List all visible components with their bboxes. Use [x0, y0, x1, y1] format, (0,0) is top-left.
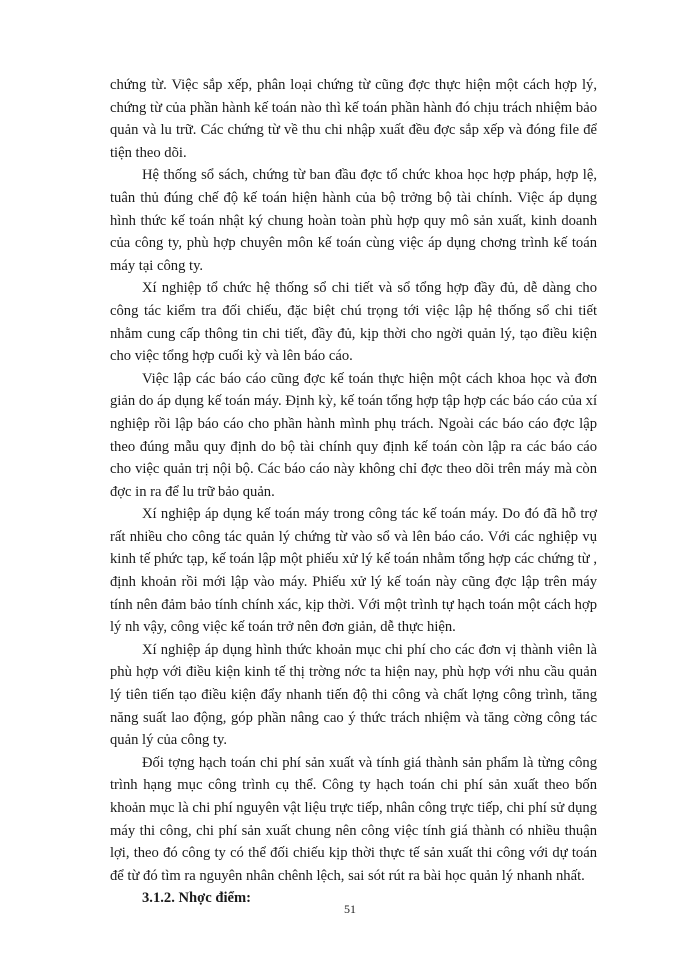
paragraph-3: Xí nghiệp tổ chức hệ thống sổ chi tiết và sổ tổng hợp đầy đủ, dễ dàng cho công tác kiểm tra đối chiếu, đặc biệt chú trọng tới việc lập hệ thống sổ chi tiết nhằm cung cấp thông tin chi tiết, đầy đủ, kịp thời cho ngời quản lý, tạo điều kiện cho việc tổng hợp cuối kỳ và lên báo cáo. [110, 280, 597, 365]
paragraph-7: Đối tợng hạch toán chi phí sản xuất và tính giá thành sản phẩm là từng công trình hạng mục công trình cụ thể. Công ty hạch toán chi phí sản xuất theo bốn khoản mục là chi phí nguyên vật liệu trực tiếp, nhân công trực tiếp, chi phí sử dụng máy thi công, chi phí sản xuất chung nên công việc tính giá thành có nhiều thuận lợi, theo đó công ty có thể đối chiếu kịp thời thực tế sản xuất thi công với dự toán để từ đó tìm ra nguyên nhân chênh lệch, sai sót rút ra bài học quản lý nhanh nhất. [110, 754, 597, 884]
paragraph-2: Hệ thống sổ sách, chứng từ ban đầu đợc tổ chức khoa học hợp pháp, hợp lệ, tuân thủ đúng chế độ kế toán hiện hành của bộ trởng bộ tài chính. Việc áp dụng hình thức kế toán nhật ký chung hoàn toàn phù hợp quy mô sản xuất, kinh doanh của công ty, phù hợp chuyên môn kế toán cùng việc áp dụng chơng trình kế toán máy tại công ty. [110, 167, 597, 274]
paragraph-1: chứng từ. Việc sắp xếp, phân loại chứng từ cũng đợc thực hiện một cách hợp lý, chứng từ của phần hành kế toán nào thì kế toán phần hành đó chịu trách nhiệm bảo quản và lu trữ. Các chứng từ về thu chi nhập xuất đều đợc sắp xếp và đóng file để tiện theo dõi. [110, 77, 597, 161]
paragraph-5: Xí nghiệp áp dụng kế toán máy trong công tác kế toán máy. Do đó đã hỗ trợ rất nhiều cho công tác quản lý chứng từ vào sổ và lên báo cáo. Với các nghiệp vụ kinh tế phức tạp, kế toán lập một phiếu xử lý kế toán nhằm tổng hợp các chứng từ , định khoản rồi mới lập vào máy. Phiếu xử lý kế toán này cũng đợc lập trên máy tính nên đảm bảo tính chính xác, kịp thời. Với một trình tự hạch toán một cách hợp lý nh vậy, công việc kế toán trở nên đơn giản, dễ thực hiện. [110, 506, 597, 636]
section-heading: 3.1.2. Nhợc điểm: [142, 890, 252, 907]
page-number: 51 [344, 902, 356, 916]
paragraph-4: Việc lập các báo cáo cũng đợc kế toán thực hiện một cách khoa học và đơn giản do áp dụng kế toán máy. Định kỳ, kế toán tổng hợp tập hợp các báo cáo của xí nghiệp rồi lập báo cáo cho phần hành mình phụ trách. Ngoài các báo cáo đợc lập theo đúng mẫu quy định do bộ tài chính quy định kế toán còn lập ra các báo cáo cho việc quản trị nội bộ. Các báo cáo này không chỉ đợc theo dõi trên máy mà còn đợc in ra để lu trữ bảo quản. [110, 370, 597, 500]
paragraph-6: Xí nghiệp áp dụng hình thức khoản mục chi phí cho các đơn vị thành viên là phù hợp với điều kiện kinh tế thị trờng nớc ta hiện nay, phù hợp với nhu cầu quản lý tiên tiến tạo điều kiện đẩy nhanh tiến độ thi công và chất lợng công trình, tăng năng suất lao động, góp phần nâng cao ý thức trách nhiệm và tăng cờng công tác quản lý của công ty. [110, 641, 597, 749]
document-body [110, 74, 597, 910]
